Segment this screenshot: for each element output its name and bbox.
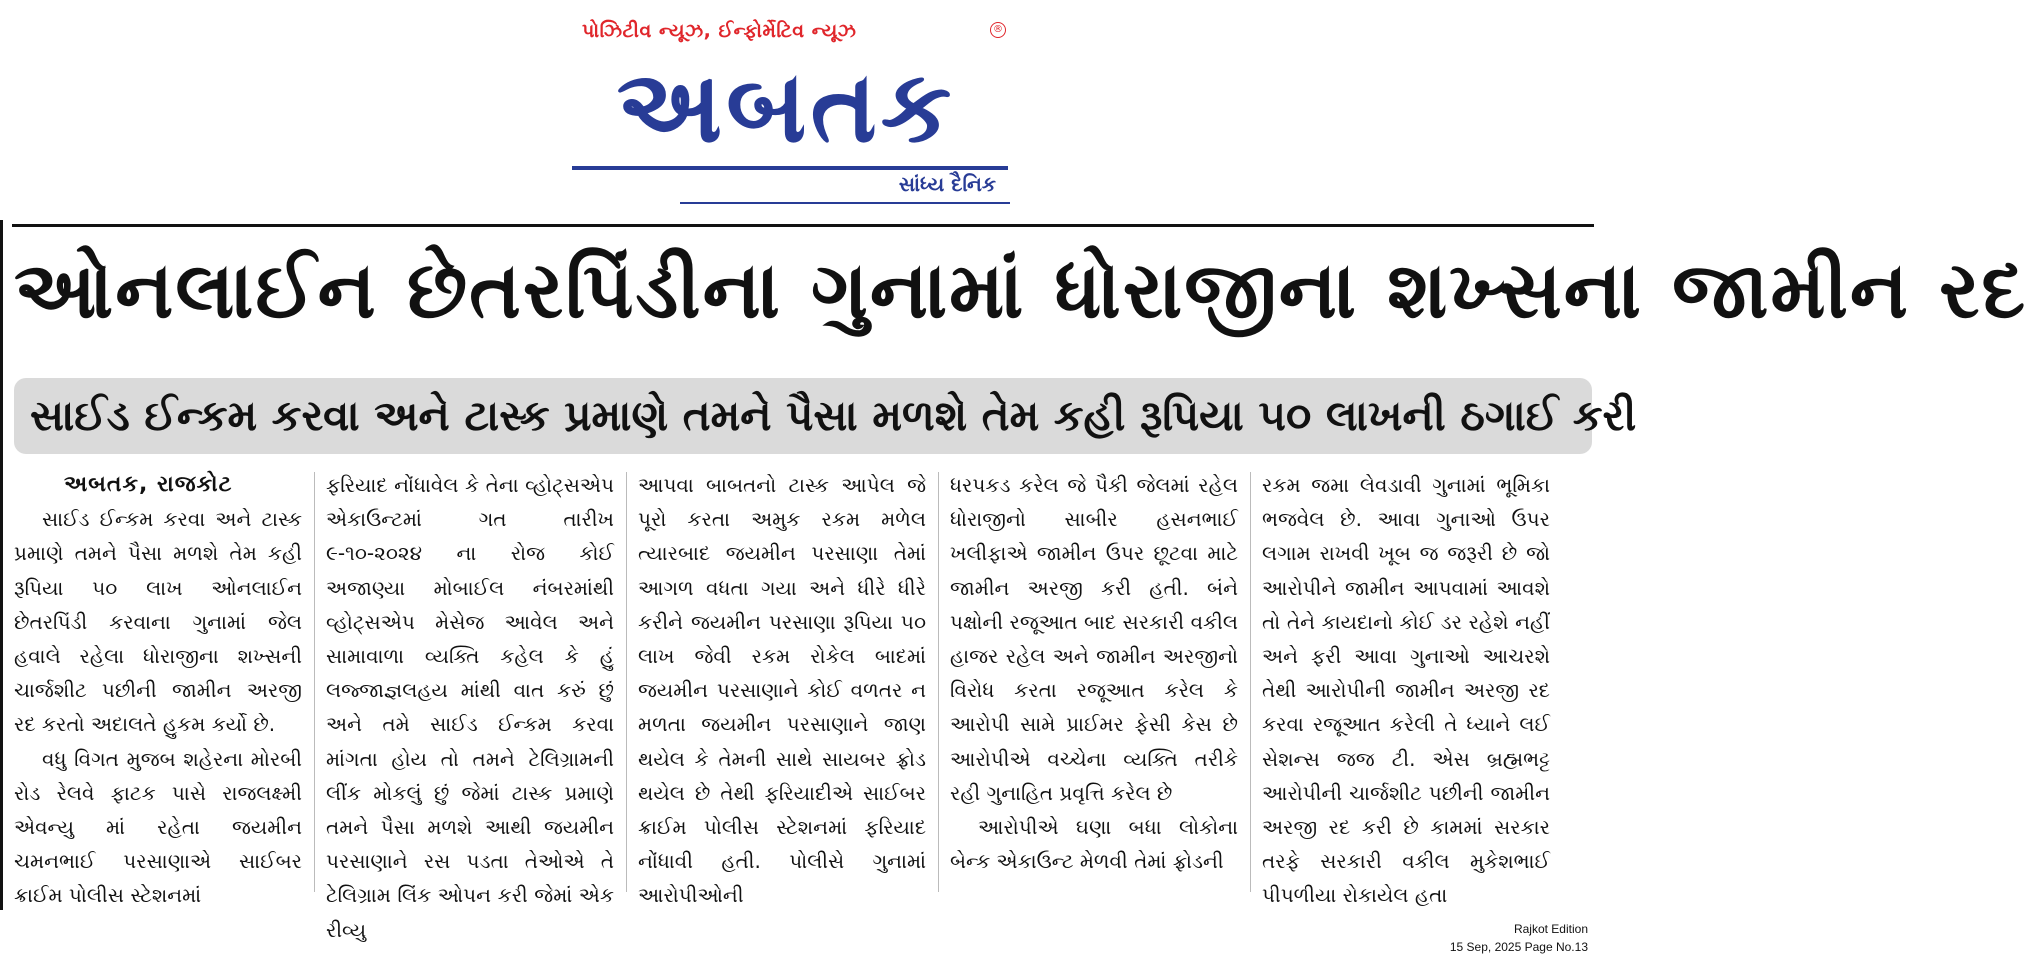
dateline: અબતક, રાજકોટ [64,472,233,497]
column-divider [938,472,939,892]
registered-mark: ® [990,22,1006,38]
article-column-3 [638,468,926,910]
column-divider [314,472,315,892]
column-divider [626,472,627,892]
paragraph: રકમ જમા લેવડાવી ગુનામાં ભૂમિકા ભજવેલ છે. આવા ગુનાઓ ઉપર લગામ રાખવી ખૂબ જ જરૂરી છે જો આરોપીને જામીન આપવામાં આવશે તો તેને કાયદાનો કોઈ ડર રહેશે નહીં અને ફરી આવા ગુનાઓ આચરશે તેથી આરોપીની જામીન અરજી રદ કરવા રજૂઆત કરેલી તે ધ્યાને લઈ સેશન્સ જજ ટી. એસ બ્રહ્મભટ્ટ આરોપીની ચાર્જશીટ પછીની જામીન અરજી રદ કરી છે કામમાં સરકાર તરફે સરકારી વકીલ મુકેશભાઈ પીપળીયા રોકાયેલ હતા [1262,473,1550,908]
article-subheadline: સાઈડ ઈન્કમ કરવા અને ટાસ્ક પ્રમાણે તમને પૈસા મળશે તેમ કહી રૂપિયા ૫૦ લાખની ઠગાઈ કરી [30,391,1637,440]
logo-underline [680,202,1010,204]
page-footer [1450,920,1588,956]
paragraph: આપવા બાબતનો ટાસ્ક આપેલ જે પૂરો કરતા અમુક રકમ મળેલ ત્યારબાદ જયમીન પરસાણા તેમાં આગળ વધતા ગયા અને ધીરે ધીરે કરીને જયમીન પરસાણા રૂપિયા ૫૦ લાખ જેવી રકમ રોકેલ બાદમાં જયમીન પરસાણાને કોઈ વળતર ન મળતા જયમીન પરસાણાને જાણ થયેલ કે તેમની સાથે સાયબર ફ્રોડ થયેલ છે તેથી ફરિયાદીએ સાઈબર ક્રાઈમ પોલીસ સ્ટેશનમાં ફરિયાદ નોંધાવી હતી. પોલીસે ગુનામાં આરોપીઓની [638,473,926,908]
article-column-1 [14,468,302,910]
headline-top-rule [12,224,1594,227]
newspaper-logo: અબતક [616,48,956,165]
edition-type: સાંધ્ય દૈનિક [898,172,996,196]
article-headline: ઓનલાઈન છેતરપિંડીના ગુનામાં ધોરાજીના શખ્સના જામીન રદ [14,246,2027,336]
paragraph: સાઈડ ઈન્કમ કરવા અને ટાસ્ક પ્રમાણે તમને પૈસા મળશે તેમ કહી રૂપિયા ૫૦ લાખ ઓનલાઈન છેતરપિંડી કરવાના ગુનામાં જેલ હવાલે રહેલા ધોરાજીના શખ્સની ચાર્જશીટ પછીની જામીન અરજી રદ કરતો અદાલતે હુકમ કર્યો છે. [14,507,302,737]
article-column-5 [1262,468,1550,910]
paragraph: વધુ વિગત મુજબ શહેરના મોરબી રોડ રેલવે ફાટક પાસે રાજલક્ષ્મી એવન્યુ માં રહેતા જયમીન ચમનભાઈ પરસાણાએ સાઈબર ક્રાઈમ પોલીસ સ્ટેશનમાં [14,746,302,908]
column-divider [1250,472,1251,892]
date-page-label: 15 Sep, 2025 Page No.13 [1449,940,1588,954]
article-column-2 [326,468,614,942]
edition-label: Rajkot Edition [1513,922,1588,936]
article-column-4 [950,468,1238,910]
page-left-rule [0,220,3,910]
masthead-tagline: પોઝિટીવ ન્યૂઝ, ઈન્ફોર્મેટિવ ન્યૂઝ [582,20,857,42]
paragraph: ફરિયાદ નોંધાવેલ કે તેના વ્હોટ્સએપ એકાઉન્ટમાં ગત તારીખ ૯-૧૦-૨૦૨૪ ના રોજ કોઈ અજાણ્યા મોબાઈલ નંબરમાંથી વ્હોટ્સએપ મેસેજ આવેલ અને સામાવાળા વ્યક્તિ કહેલ કે હું લજ્જાજ્ઞલહય માંથી વાત કરું છું અને તમે સાઈડ ઈન્કમ કરવા માંગતા હોય તો તમને ટેલિગ્રામની લીંક મોકલું છું જેમાં ટાસ્ક પ્રમાણે તમને પૈસા મળશે આથી જયમીન પરસાણાને રસ પડતા તેઓએ તે ટેલિગ્રામ લિંક ઓપન કરી જેમાં એક રીવ્યુ [326,473,614,942]
subheadline-box [14,378,1637,454]
masthead [560,14,1020,204]
paragraph: આરોપીએ ઘણા બધા લોકોના બેન્ક એકાઉન્ટ મેળવી તેમાં ફ્રોડની [950,815,1238,874]
paragraph: ધરપકડ કરેલ જે પૈકી જેલમાં રહેલ ધોરાજીનો સાબીર હસનભાઈ ખલીફાએ જામીન ઉપર છૂટવા માટે જામીન અરજી કરી હતી. બંને પક્ષોની રજૂઆત બાદ સરકારી વકીલ હાજર રહેલ અને જામીન અરજીનો વિરોધ કરતા રજૂઆત કરેલ કે આરોપી સામે પ્રાઈમર ફેસી કેસ છે આરોપીએ વચ્ચેના વ્યક્તિ તરીકે રહી ગુનાહિત પ્રવૃત્તિ કરેલ છે [950,473,1238,805]
logo-divider [572,166,1008,170]
